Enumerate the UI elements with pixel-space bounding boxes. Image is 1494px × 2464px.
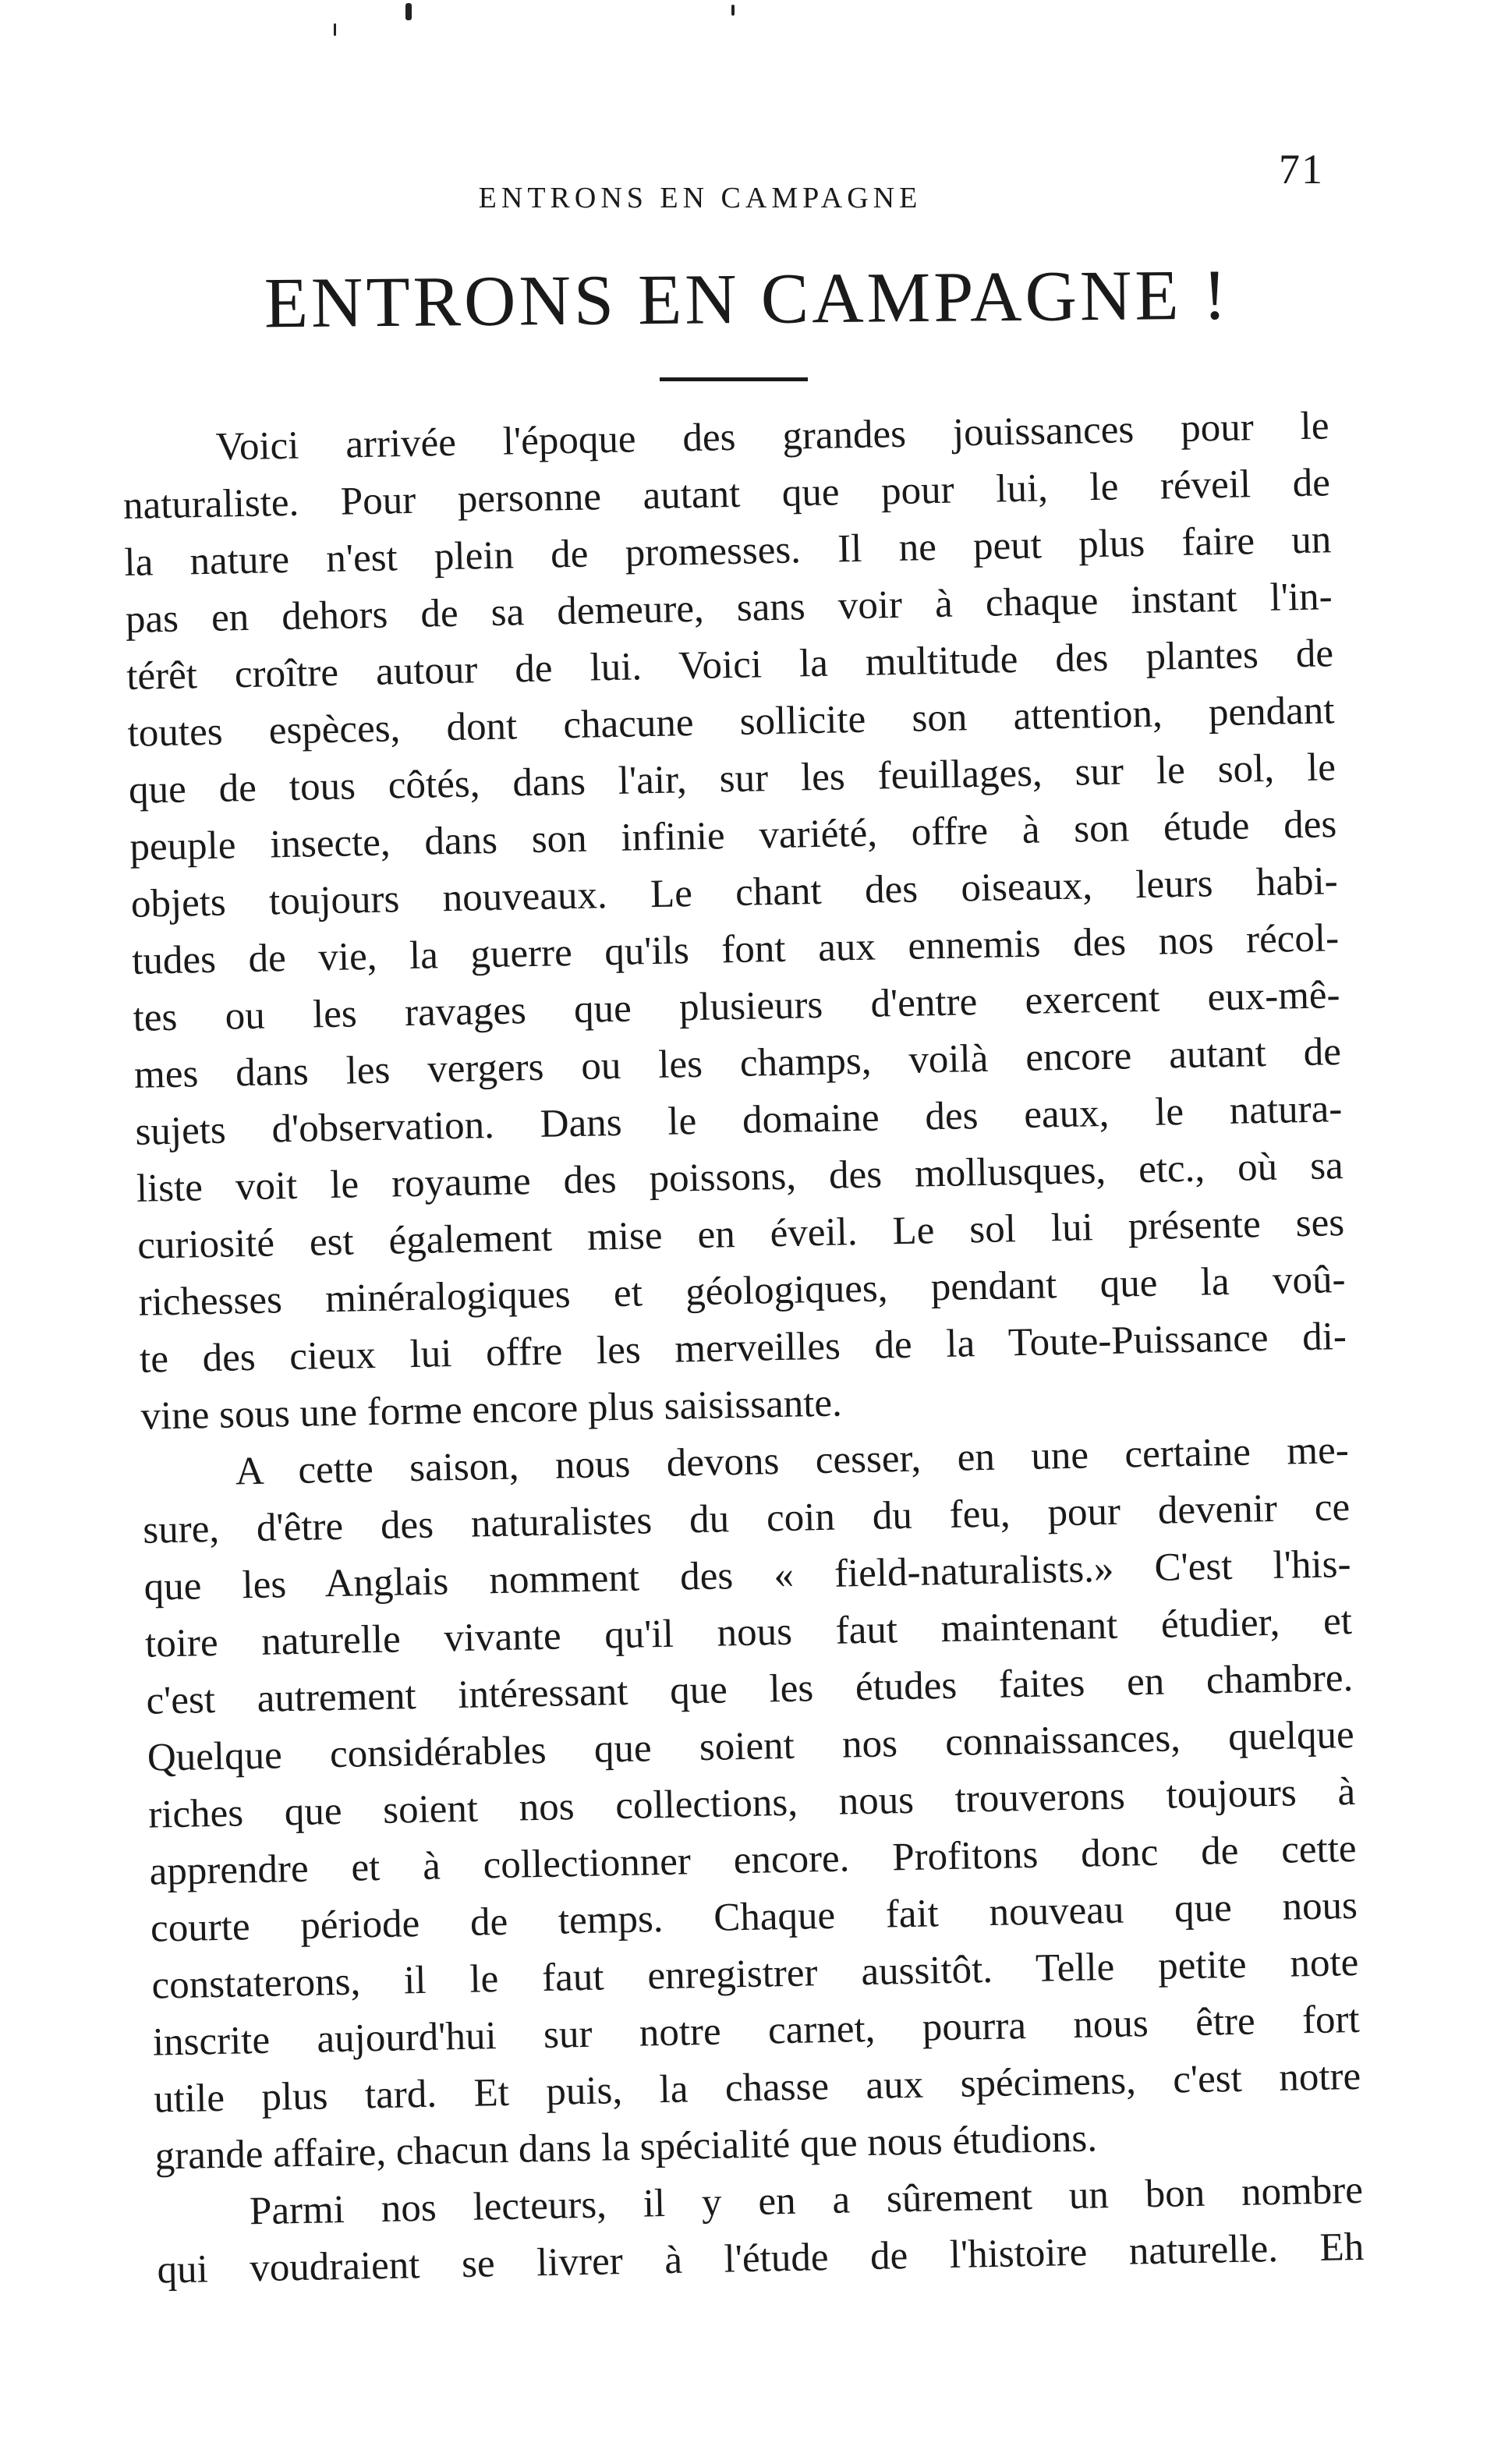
text-line: peuple insecte, dans son infinie variété, offre à son étude des — [129, 802, 1337, 869]
text-line: riches que soient nos collections, nous trouverons toujours à — [147, 1769, 1356, 1837]
ink-speck — [731, 5, 735, 16]
text-line: tudes de vie, la guerre qu'ils font aux ennemis des nos récol- — [131, 916, 1340, 983]
text-line: tes ou les ravages que plusieurs d'entre exercent eux-mê- — [133, 973, 1340, 1040]
text-line: toutes espèces, dont chacune sollicite son attention, pendant — [127, 689, 1335, 756]
text-line: vine sous une forme encore plus saisissante. — [140, 1381, 843, 1439]
text-line: objets toujours nouveaux. Le chant des oiseaux, leurs habi- — [130, 859, 1339, 926]
text-line: utile plus tard. Et puis, la chasse aux spécimens, c'est notre — [153, 2054, 1361, 2122]
text-line: curiosité est également mise en éveil. Le sol lui présente ses — [136, 1201, 1345, 1268]
text-line: pas en dehors de sa demeure, sans voir à chaque instant l'in- — [125, 575, 1333, 642]
text-line: courte période de temps. Chaque fait nouveau que nous — [150, 1883, 1358, 1951]
text-line: qui voudraient se livrer à l'étude de l'histoire naturelle. Eh — [156, 2225, 1365, 2292]
text-line: liste voit le royaume des poissons, des mollusques, etc., où sa — [136, 1144, 1344, 1211]
text-line: Quelque considérables que soient nos connaissances, quelque — [147, 1712, 1355, 1780]
text-line: constaterons, il le faut enregistrer aussitôt. Telle petite note — [150, 1940, 1359, 2008]
text-line: te des cieux lui offre les merveilles de la Toute-Puissance di- — [139, 1315, 1347, 1382]
text-line: A cette saison, nous devons cesser, en une certaine me- — [235, 1428, 1350, 1494]
ink-speck — [334, 23, 336, 36]
text-line: c'est autrement intéressant que les études faites en chambre. — [145, 1655, 1354, 1723]
text-line: que les Anglais nomment des « field-naturalists.» C'est l'his- — [143, 1542, 1351, 1609]
running-header — [0, 181, 1494, 215]
running-header-text: ENTRONS EN CAMPAGNE — [478, 182, 922, 214]
text-line: que de tous côtés, dans l'air, sur les feuillages, sur le sol, le — [128, 745, 1336, 812]
text-line: mes dans les vergers ou les champs, voilà encore autant de — [133, 1030, 1342, 1097]
text-line: sure, d'être des naturalistes du coin du feu, pour devenir ce — [142, 1485, 1351, 1552]
text-line: Parmi nos lecteurs, il y en a sûrement un bon nombre — [249, 2168, 1364, 2234]
text-line: inscrite aujourd'hui sur notre carnet, pourra nous être fort — [152, 1997, 1361, 2065]
page-number: 71 — [1279, 146, 1324, 193]
chapter-title: ENTRONS EN CAMPAGNE ! — [264, 254, 1230, 343]
ink-speck — [405, 3, 412, 20]
body-text — [122, 398, 1365, 2299]
text-line: térêt croître autour de lui. Voici la multitude des plantes de — [126, 632, 1334, 699]
text-line: apprendre et à collectionner encore. Profitons donc de cette — [149, 1826, 1357, 1894]
text-line: naturaliste. Pour personne autant que pour lui, le réveil de — [122, 461, 1331, 528]
text-line: la nature n'est plein de promesses. Il ne peut plus faire un — [123, 518, 1332, 585]
text-line: Voici arrivée l'époque des grandes jouissances pour le — [215, 404, 1329, 469]
text-line: grande affaire, chacun dans la spécialité que nous étudions. — [154, 2116, 1098, 2179]
text-line: sujets d'observation. Dans le domaine des eaux, le natura- — [134, 1087, 1343, 1154]
text-line: toire naturelle vivante qu'il nous faut maintenant étudier, et — [144, 1598, 1353, 1666]
text-line: richesses minéralogiques et géologiques, pendant que la voû- — [138, 1258, 1346, 1325]
title-divider — [660, 377, 808, 381]
